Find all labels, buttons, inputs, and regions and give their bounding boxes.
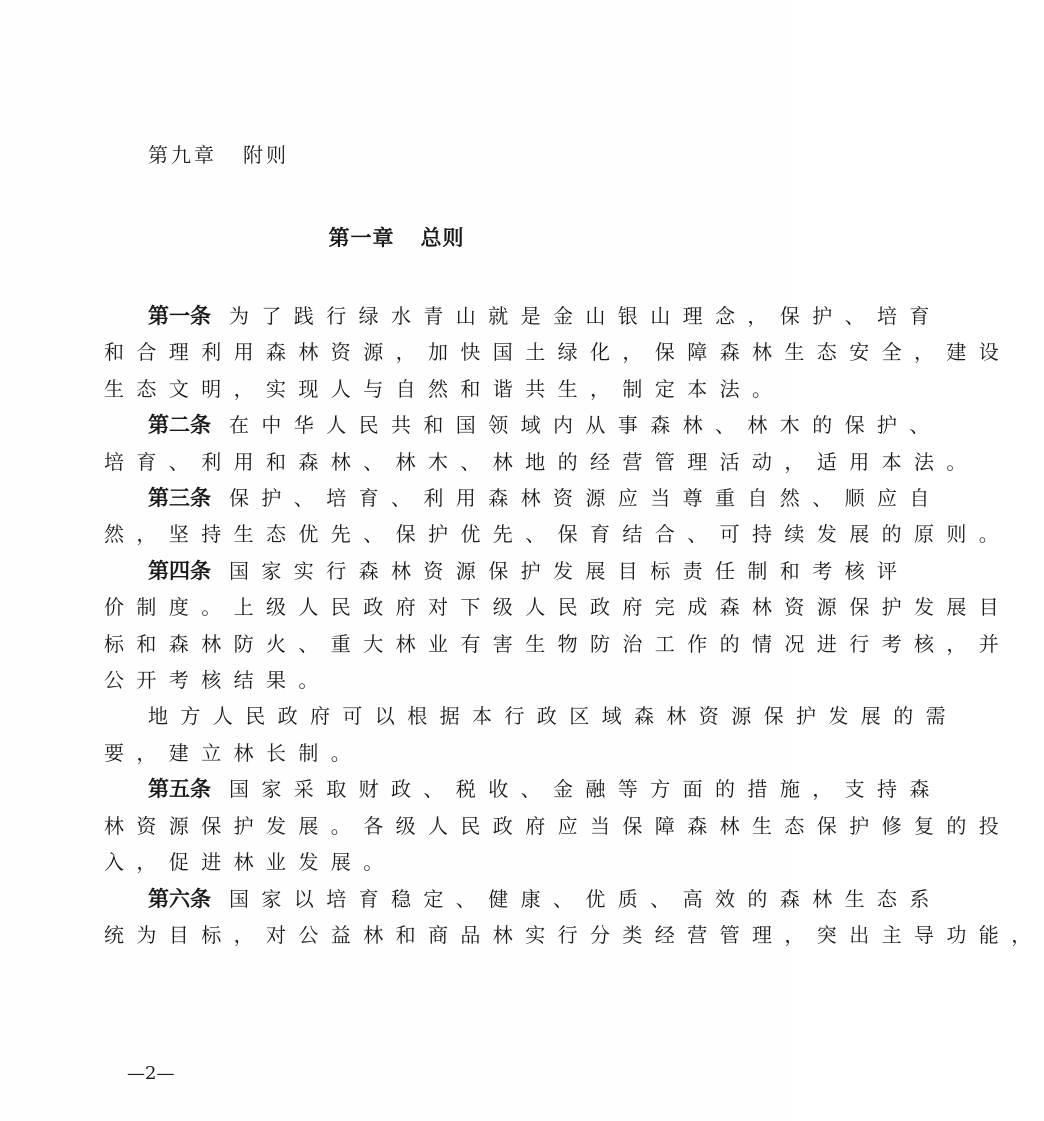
article-2 xyxy=(104,407,979,480)
text-line: 和合理利用森林资源，加快国土绿化，保障森林生态安全，建设 xyxy=(104,340,1012,365)
article-text: 为了践行绿水青山就是金山银山理念，保护、培育 xyxy=(229,304,942,328)
article-text: 国家实行森林资源保护发展目标责任制和考核评 xyxy=(229,558,910,583)
text-line: 地方人民政府可以根据本行政区域森林资源保护发展的需 xyxy=(148,704,958,729)
text-line xyxy=(104,480,942,516)
text-line xyxy=(104,553,910,589)
text-line: 要，建立林长制。 xyxy=(104,740,364,765)
article-number: 第二条 xyxy=(148,413,211,438)
text-line xyxy=(104,881,942,917)
text-line xyxy=(104,298,942,334)
document-body xyxy=(104,298,1044,953)
article-text: 在中华人民共和国领域内从事森林、林木的保护、 xyxy=(229,413,942,438)
article-number: 第四条 xyxy=(148,558,211,583)
article-3 xyxy=(104,480,1012,553)
text-line: 价制度。上级人民政府对下级人民政府完成森林资源保护发展目 xyxy=(104,595,1012,620)
text-line xyxy=(104,407,942,443)
article-text: 国家采取财政、税收、金融等方面的措施，支持森 xyxy=(229,777,942,802)
article-number: 第六条 xyxy=(148,886,211,911)
chapter-number: 第一章 xyxy=(328,226,395,250)
article-4-paragraph-2 xyxy=(104,698,958,771)
article-1 xyxy=(104,298,1012,407)
chapter-heading xyxy=(0,224,793,252)
article-5 xyxy=(104,771,1012,880)
article-number: 第一条 xyxy=(148,304,211,328)
text-line: 公开考核结果。 xyxy=(104,668,331,693)
article-text: 保护、培育、利用森林资源应当尊重自然、顺应自 xyxy=(229,486,942,511)
text-line: 生态文明，实现人与自然和谐共生，制定本法。 xyxy=(104,376,785,401)
article-4 xyxy=(104,553,1012,699)
article-text: 国家以培育稳定、健康、优质、高效的森林生态系 xyxy=(229,886,942,911)
text-line: 统为目标，对公益林和商品林实行分类经营管理，突出主导功能， xyxy=(104,922,1044,947)
text-line: 标和森林防火、重大林业有害生物防治工作的情况进行考核，并 xyxy=(104,631,1012,656)
article-number: 第五条 xyxy=(148,777,211,802)
article-6 xyxy=(104,881,1044,954)
page-number: —2— xyxy=(127,1063,175,1084)
toc-chapter-title: 附则 xyxy=(243,143,289,167)
chapter-title: 总则 xyxy=(420,226,465,250)
text-line: 入，促进林业发展。 xyxy=(104,850,396,875)
text-line: 林资源保护发展。各级人民政府应当保障森林生态保护修复的投 xyxy=(104,813,1012,838)
toc-chapter-number: 第九章 xyxy=(148,143,217,167)
text-line xyxy=(104,771,942,807)
text-line: 然，坚持生态优先、保护优先、保育结合、可持续发展的原则。 xyxy=(104,522,1012,547)
toc-entry xyxy=(148,142,289,168)
article-number: 第三条 xyxy=(148,486,211,511)
text-line: 培育、利用和森林、林木、林地的经营管理活动，适用本法。 xyxy=(104,449,979,474)
